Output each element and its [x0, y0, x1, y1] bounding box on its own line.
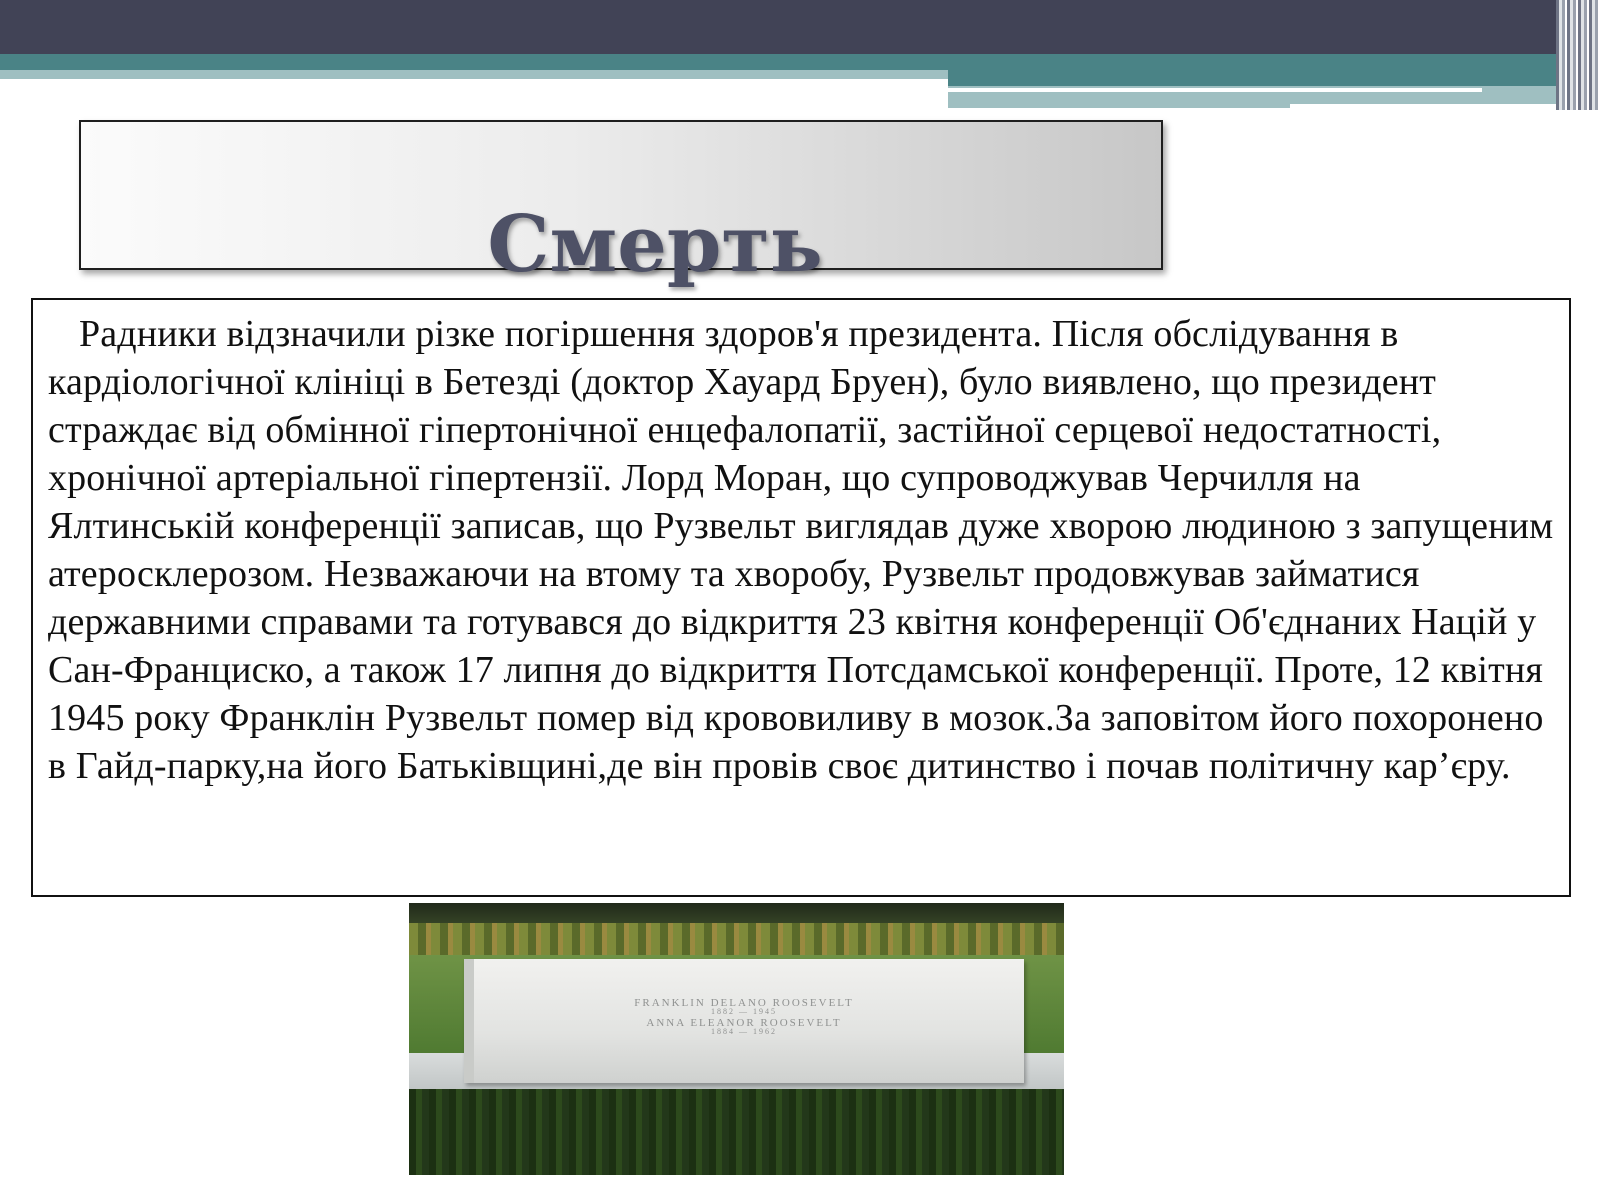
header-bar [0, 0, 1600, 54]
header-stripe-right [948, 70, 1560, 86]
header-divider-line [948, 88, 1482, 92]
header-stripe [0, 54, 1560, 70]
body-text-box [31, 298, 1571, 897]
gravestone-inscription-4: 1884 — 1962 [711, 1027, 777, 1036]
grave-photo [409, 903, 1064, 1175]
gravestone-inscription-3: ANNA ELEANOR ROOSEVELT [646, 1017, 842, 1029]
photo-hedge [409, 1089, 1064, 1175]
gravestone-inscription-2: 1882 — 1945 [711, 1007, 777, 1016]
gravestone-inscription-1: FRANKLIN DELANO ROOSEVELT [634, 997, 854, 1009]
header-divider-line-short [1290, 104, 1560, 108]
header-edge-decoration [1556, 0, 1600, 110]
body-paragraph: Радники відзначили різке погіршення здоров'я президента. Після обслідування в кардіологічної клініці в Бетезді (доктор Хауард Бруен), було виявлено, що президент страждає від обмінної гіпертонічної енцефалопатії, застійної серцевої недостатності, хронічної артеріальної гіпертензії. Лорд Моран, що супроводжував Черчилля на Ялтинській конференції записав, що Рузвельт виглядав дуже хворою людиною з запущеним атеросклерозом. Незважаючи на втому та хворобу, Рузвельт продовжував займатися державними справами та готувався до відкриття 23 квітня конференції Об'єднаних Націй у Сан-Франциско, а також 17 липня до відкриття Потсдамської конференції. Проте, 12 квітня 1945 року Франклін Рузвельт помер від крововиливу в мозок.За заповітом його похоронено в Гайд-парку,на його Батьківщині,де він провів своє дитинство і почав політичну кар’єру. [48, 313, 1554, 787]
slide-title: Смерть [487, 199, 823, 290]
header-stripe-light [0, 70, 948, 79]
photo-flower-hedge [409, 923, 1064, 957]
